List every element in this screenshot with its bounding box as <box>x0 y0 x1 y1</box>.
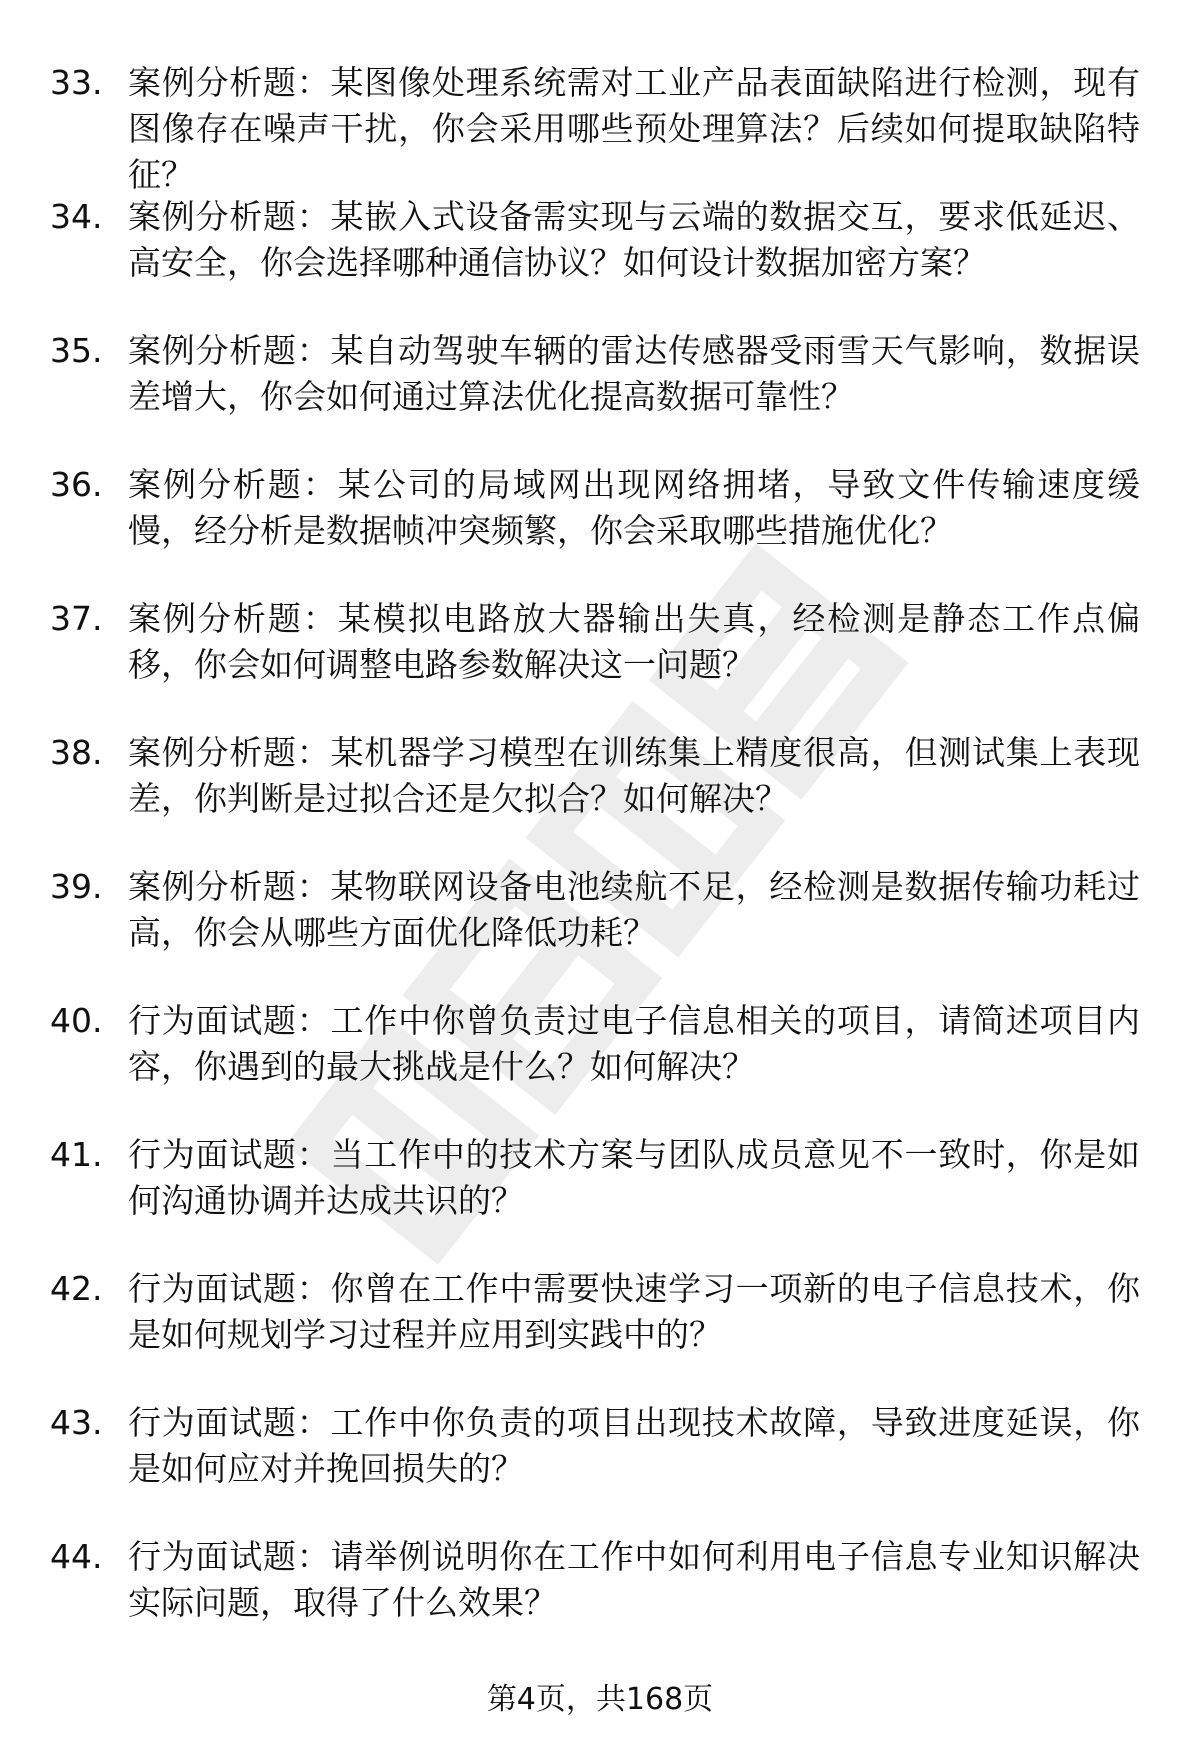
question-list <box>0 60 1200 1668</box>
list-item <box>0 462 1200 596</box>
question-text: 行为面试题：当工作中的技术方案与团队成员意见不一致时，你是如何沟通协调并达成共识的？ <box>128 1135 1140 1220</box>
question-number: 41. <box>50 1135 103 1174</box>
question-number: 34. <box>50 197 103 236</box>
question-number: 33. <box>50 63 103 102</box>
question-text: 案例分析题：某嵌入式设备需实现与云端的数据交互，要求低延迟、高安全，你会选择哪种通信协议？如何设计数据加密方案？ <box>128 197 1140 282</box>
question-text: 案例分析题：某物联网设备电池续航不足，经检测是数据传输功耗过高，你会从哪些方面优化降低功耗？ <box>128 867 1140 952</box>
list-item <box>0 1534 1200 1668</box>
question-number: 39. <box>50 867 103 906</box>
question-number: 40. <box>50 1001 103 1040</box>
list-item <box>0 60 1200 194</box>
list-item <box>0 328 1200 462</box>
question-number: 35. <box>50 331 103 370</box>
question-number: 42. <box>50 1269 103 1308</box>
question-text: 行为面试题：你曾在工作中需要快速学习一项新的电子信息技术，你是如何规划学习过程并应用到实践中的？ <box>128 1269 1140 1354</box>
question-number: 43. <box>50 1403 103 1442</box>
question-number: 36. <box>50 465 103 504</box>
question-text: 案例分析题：某自动驾驶车辆的雷达传感器受雨雪天气影响，数据误差增大，你会如何通过算法优化提高数据可靠性？ <box>128 331 1140 416</box>
question-text: 案例分析题：某公司的局域网出现网络拥堵，导致文件传输速度缓慢，经分析是数据帧冲突频繁，你会采取哪些措施优化？ <box>128 465 1140 550</box>
list-item <box>0 1266 1200 1400</box>
list-item <box>0 194 1200 328</box>
list-item <box>0 864 1200 998</box>
page-footer: 第4页，共168页 <box>486 1682 714 1717</box>
question-number: 38. <box>50 733 103 772</box>
question-text: 案例分析题：某图像处理系统需对工业产品表面缺陷进行检测，现有图像存在噪声干扰，你会采用哪些预处理算法？后续如何提取缺陷特征？ <box>128 63 1140 194</box>
question-text: 行为面试题：请举例说明你在工作中如何利用电子信息专业知识解决实际问题，取得了什么效果？ <box>128 1537 1140 1622</box>
question-text: 行为面试题：工作中你负责的项目出现技术故障，导致进度延误，你是如何应对并挽回损失的？ <box>128 1403 1140 1488</box>
list-item <box>0 1132 1200 1266</box>
list-item <box>0 730 1200 864</box>
question-text: 案例分析题：某模拟电路放大器输出失真，经检测是静态工作点偏移，你会如何调整电路参数解决这一问题？ <box>128 599 1140 684</box>
list-item <box>0 998 1200 1132</box>
question-number: 44. <box>50 1537 103 1576</box>
question-number: 37. <box>50 599 103 638</box>
list-item <box>0 1400 1200 1534</box>
question-text: 案例分析题：某机器学习模型在训练集上精度很高，但测试集上表现差，你判断是过拟合还是欠拟合？如何解决？ <box>128 733 1140 818</box>
question-text: 行为面试题：工作中你曾负责过电子信息相关的项目，请简述项目内容，你遇到的最大挑战是什么？如何解决？ <box>128 1001 1140 1086</box>
list-item <box>0 596 1200 730</box>
